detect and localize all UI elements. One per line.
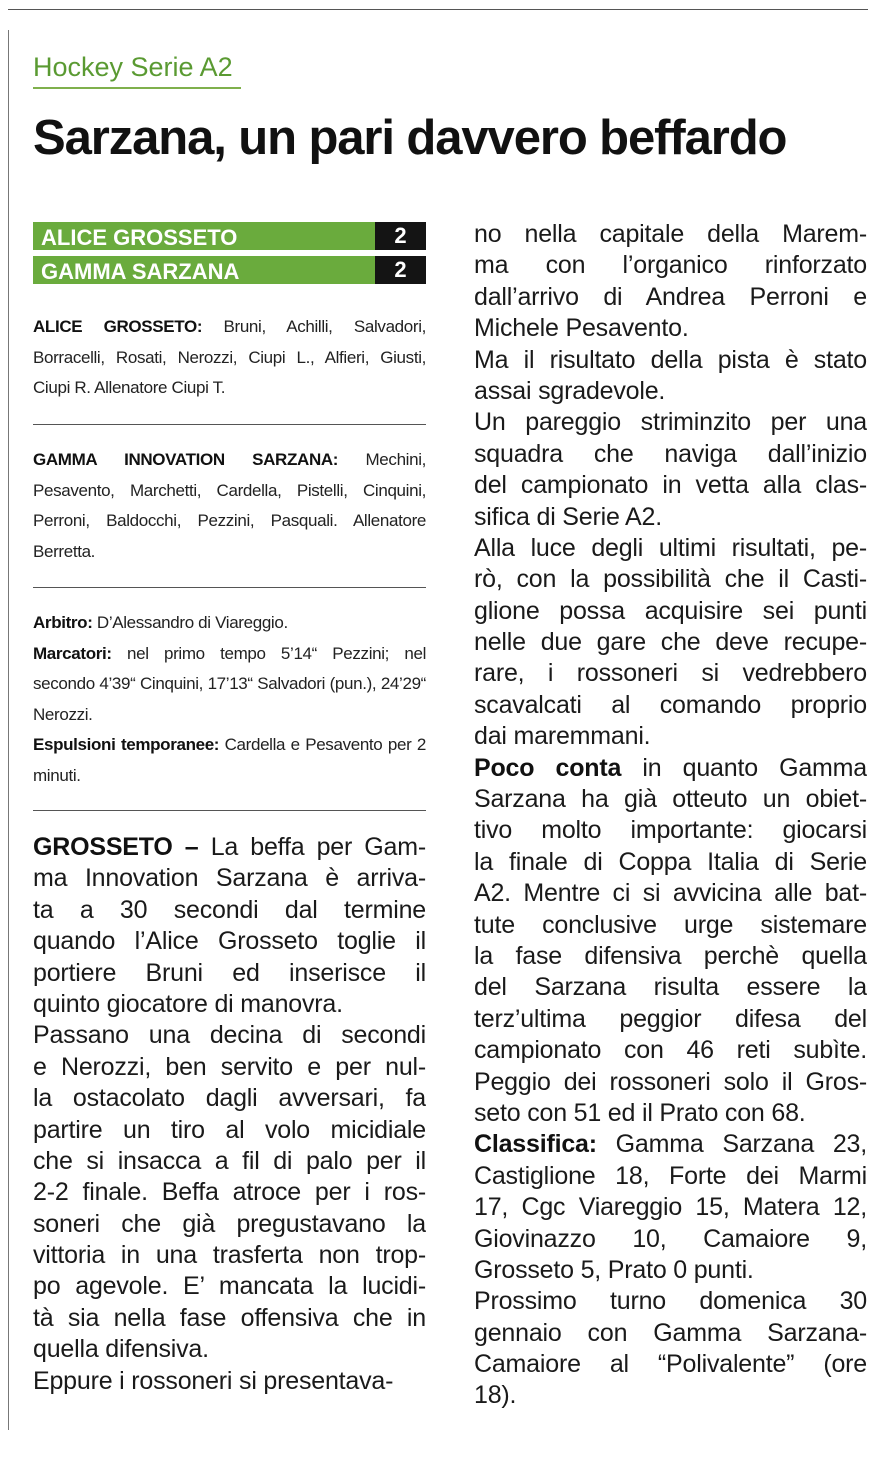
article-line xyxy=(474,219,867,250)
article-line xyxy=(33,895,426,926)
article-line-text: vittoria in una trasferta non trop- xyxy=(33,1241,426,1270)
article-line xyxy=(474,1318,867,1349)
article-line xyxy=(474,1067,867,1098)
headline: Sarzana, un pari davvero beffardo xyxy=(33,111,787,165)
away-team: GAMMA SARZANA xyxy=(41,259,240,284)
article-line xyxy=(474,439,867,470)
article-line xyxy=(474,1192,867,1223)
article-line xyxy=(474,658,867,689)
article-line-text: Eppure i rossoneri si presentava- xyxy=(33,1366,394,1395)
article-line xyxy=(474,282,867,313)
article-line-text: quella difensiva. xyxy=(33,1335,209,1364)
article-line-text: La beffa per Gam- xyxy=(210,833,426,861)
article-lead-in: Poco conta xyxy=(474,753,622,782)
article-line xyxy=(33,1271,426,1302)
away-lineup-text: Mechini, Pesavento, Marchetti, Cardella, Pistelli, Cinquini, Perroni, Baldocchi, Pezzini, Pasquali. Allenatore Berretta. xyxy=(33,450,427,561)
article-line xyxy=(474,690,867,721)
article-line xyxy=(33,1303,426,1334)
article-line-text: Michele Pesavento. xyxy=(474,314,689,343)
referee-line xyxy=(33,608,426,639)
article-line-text: campionato con 46 reti subìte. xyxy=(474,1036,867,1065)
article-line-text: dall’arrivo di Andrea Perroni e xyxy=(474,282,867,311)
article-line xyxy=(474,250,867,281)
expulsions-label: Espulsioni temporanee: xyxy=(33,735,220,754)
home-team: ALICE GROSSETO xyxy=(41,225,238,250)
article-line xyxy=(474,533,867,564)
scoreboard-row-home xyxy=(33,222,426,250)
article-line xyxy=(474,407,867,438)
article-line xyxy=(474,878,867,909)
article-line-text: tute conclusive urge sistemare xyxy=(474,910,867,939)
article-line xyxy=(474,564,867,595)
article-line-text: Passano una decina di secondi xyxy=(33,1021,426,1050)
article-line-text: Camaiore al “Polivalente” (ore xyxy=(474,1350,867,1379)
away-lineup xyxy=(33,445,426,567)
article-line-text: 18). xyxy=(474,1381,517,1410)
article-line xyxy=(474,1255,867,1286)
article-column-1 xyxy=(33,832,426,1397)
article-line xyxy=(474,941,867,972)
article-line-text: rò, con la possibilità che il Casti- xyxy=(474,565,867,594)
article-line xyxy=(33,958,426,989)
divider xyxy=(33,587,426,588)
article-line xyxy=(474,1349,867,1380)
referee-text: D’Alessandro di Viareggio. xyxy=(96,613,288,632)
article-line-text: la ostacolato dagli avversari, fa xyxy=(33,1084,426,1113)
article-line-text: la finale di Coppa Italia di Serie xyxy=(474,847,867,876)
article-line-text: Peggio dei rossoneri solo il Gros- xyxy=(474,1067,867,1096)
article-line xyxy=(474,1161,867,1192)
article-line-text: gennaio con Gamma Sarzana- xyxy=(474,1318,867,1347)
article-line xyxy=(474,1286,867,1317)
article-column-2 xyxy=(474,219,867,1412)
article-line-text: A2. Mentre ci si avvicina alle bat- xyxy=(474,879,867,908)
article-line-text: Castiglione 18, Forte dei Marmi xyxy=(474,1161,867,1190)
article-line-text: ma Innovation Sarzana è arriva- xyxy=(33,864,426,893)
scoreboard-row-away xyxy=(33,256,426,284)
article-line xyxy=(474,1380,867,1411)
article-line-text: del campionato in vetta alla clas- xyxy=(474,471,867,500)
away-lineup-label: GAMMA INNOVATION SARZANA: xyxy=(33,450,339,469)
article-line-text: assai sgradevole. xyxy=(474,376,666,405)
article-line xyxy=(474,1098,867,1129)
article-line-text: 17, Cgc Viareggio 15, Matera 12, xyxy=(474,1193,867,1222)
article-line-text: Gamma Sarzana 23, xyxy=(615,1130,867,1159)
referee-label: Arbitro: xyxy=(33,613,93,632)
article-line xyxy=(33,1083,426,1114)
home-lineup-text: Bruni, Achilli, Salvadori, Borracelli, Rosati, Nerozzi, Ciupi L., Alfieri, Giusti, Ciupi R. Allenatore Ciupi T. xyxy=(33,317,426,397)
article-line xyxy=(474,784,867,815)
home-lineup-label: ALICE GROSSETO: xyxy=(33,317,203,336)
article-line-text: sifica di Serie A2. xyxy=(474,502,662,531)
article-line-text: rare, i rossoneri si vedrebbero xyxy=(474,659,867,688)
article-line-text: tà sia nella fase offensiva che in xyxy=(33,1303,426,1332)
article-lead-in: GROSSETO – xyxy=(33,833,199,861)
article-line xyxy=(474,1129,867,1160)
article-line xyxy=(33,832,426,863)
article-line xyxy=(474,627,867,658)
article-line-text: Prossimo turno domenica 30 xyxy=(474,1287,867,1316)
article-line xyxy=(33,863,426,894)
article-line-text: ma con l’organico rinforzato xyxy=(474,251,867,280)
article-line xyxy=(33,1334,426,1365)
article-line-text: partire un tiro al volo micidiale xyxy=(33,1115,426,1144)
expulsions-text: Cardella e Pesavento per 2 minuti. xyxy=(33,735,427,785)
article-line-text: nelle due gare che deve recupe- xyxy=(474,628,867,657)
scorers-text: nel primo tempo 5’14“ Pezzini; nel secondo 4’39“ Cinquini, 17’13“ Salvadori (pun.), 24’29“ Nerozzi. xyxy=(33,643,427,724)
article-line-text: quando l’Alice Grosseto toglie il xyxy=(33,927,426,956)
article-line-text: Ma il risultato della pista è stato xyxy=(474,345,867,374)
article-line-text: Sarzana ha già otteuto un obiet- xyxy=(474,785,867,814)
article-line xyxy=(474,313,867,344)
article-line xyxy=(33,926,426,957)
expulsions-line xyxy=(33,730,426,791)
article-line xyxy=(474,1004,867,1035)
article-line-text: Alla luce degli ultimi risultati, pe- xyxy=(474,533,867,562)
article-line-text: la fase difensiva perchè quella xyxy=(474,941,867,970)
away-score: 2 xyxy=(375,256,426,284)
article-line xyxy=(474,376,867,407)
article-line xyxy=(474,972,867,1003)
article-line xyxy=(33,1146,426,1177)
scorers-label: Marcatori: xyxy=(33,643,112,663)
article-line xyxy=(474,470,867,501)
article-line-text: terz’ultima peggior difesa del xyxy=(474,1004,867,1033)
article-line-text: 2-2 finale. Beffa atroce per i ros- xyxy=(33,1178,426,1207)
article-line-text: tivo molto importante: giocarsi xyxy=(474,816,867,845)
article-line-text: Un pareggio striminzito per una xyxy=(474,408,867,437)
article-line-text: no nella capitale della Marem- xyxy=(474,220,867,248)
article-line xyxy=(474,753,867,784)
article-line xyxy=(33,1052,426,1083)
article-line-text: glione possa acquisire sei punti xyxy=(474,596,867,625)
section-kicker: Hockey Serie A2 xyxy=(33,52,241,89)
scorers-line xyxy=(33,639,426,731)
article-line xyxy=(474,502,867,533)
divider xyxy=(33,424,426,425)
article-line xyxy=(33,1115,426,1146)
article-line-text: squadra che naviga dall’inizio xyxy=(474,439,867,468)
article-line xyxy=(474,1035,867,1066)
article-line-text: portiere Bruni ed inserisce il xyxy=(33,958,426,987)
match-info xyxy=(33,608,426,791)
article-line-text: ta a 30 secondi dal termine xyxy=(33,895,426,924)
article-line xyxy=(474,596,867,627)
article-line xyxy=(474,1224,867,1255)
article-line-text: soneri che già pregustavano la xyxy=(33,1209,426,1238)
divider xyxy=(33,810,426,811)
article-lead-in: Classifica: xyxy=(474,1130,597,1159)
article-line-text: che si insacca a fil di palo per il xyxy=(33,1146,426,1175)
article-line-text: po agevole. E’ mancata la lucidi- xyxy=(33,1272,426,1301)
article-line xyxy=(33,1020,426,1051)
article-line-text: del Sarzana risulta essere la xyxy=(474,973,867,1002)
left-rule xyxy=(8,30,9,1430)
article-line-text: Giovinazzo 10, Camaiore 9, xyxy=(474,1224,867,1253)
article-line-text: dai maremmani. xyxy=(474,722,651,751)
article-line xyxy=(33,1366,426,1397)
article-line-text: Grosseto 5, Prato 0 punti. xyxy=(474,1255,754,1284)
home-score: 2 xyxy=(375,222,426,250)
article-line xyxy=(474,345,867,376)
article-line-text: quinto giocatore di manovra. xyxy=(33,989,343,1018)
article-line-text: seto con 51 ed il Prato con 68. xyxy=(474,1098,806,1127)
article-line xyxy=(474,721,867,752)
article-line xyxy=(474,847,867,878)
article-line xyxy=(474,910,867,941)
home-lineup xyxy=(33,312,426,404)
article-line xyxy=(474,815,867,846)
article-line xyxy=(33,989,426,1020)
article-line xyxy=(33,1209,426,1240)
article-line-text: scavalcati al comando proprio xyxy=(474,690,867,719)
top-rule xyxy=(8,9,868,10)
article-line-text: in quanto Gamma xyxy=(642,753,867,782)
article-line-text: e Nerozzi, ben servito e per nul- xyxy=(33,1052,426,1081)
article-line xyxy=(33,1177,426,1208)
article-line xyxy=(33,1240,426,1271)
